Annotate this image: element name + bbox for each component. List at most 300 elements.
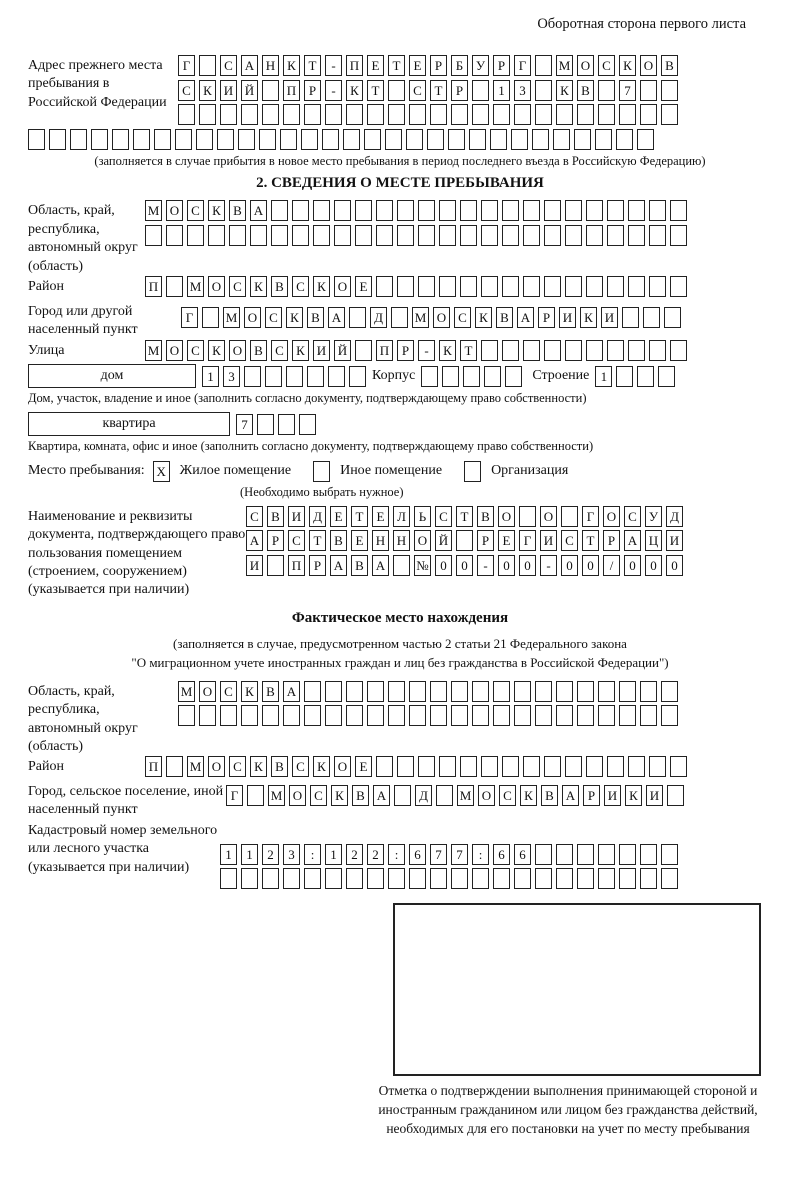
char-box[interactable]: К bbox=[439, 340, 456, 361]
char-box[interactable] bbox=[577, 104, 594, 125]
char-box[interactable] bbox=[388, 705, 405, 726]
char-box[interactable]: О bbox=[244, 307, 261, 328]
char-box[interactable]: М bbox=[457, 785, 474, 806]
char-box[interactable]: Ц bbox=[645, 530, 662, 551]
char-box[interactable]: О bbox=[577, 55, 594, 76]
char-box[interactable] bbox=[502, 340, 519, 361]
char-box[interactable]: 1 bbox=[595, 366, 612, 387]
char-box[interactable] bbox=[661, 80, 678, 101]
char-box[interactable]: П bbox=[376, 340, 393, 361]
char-box[interactable] bbox=[220, 868, 237, 889]
char-box[interactable] bbox=[325, 104, 342, 125]
char-box[interactable] bbox=[430, 705, 447, 726]
char-box[interactable] bbox=[619, 705, 636, 726]
char-box[interactable] bbox=[451, 104, 468, 125]
char-box[interactable]: Н bbox=[393, 530, 410, 551]
char-box[interactable] bbox=[202, 307, 219, 328]
char-box[interactable]: 0 bbox=[582, 555, 599, 576]
char-box[interactable]: 0 bbox=[561, 555, 578, 576]
char-box[interactable] bbox=[166, 276, 183, 297]
char-box[interactable]: А bbox=[246, 530, 263, 551]
char-box[interactable]: № bbox=[414, 555, 431, 576]
char-box[interactable] bbox=[640, 844, 657, 865]
char-box[interactable]: К bbox=[313, 276, 330, 297]
char-box[interactable]: 3 bbox=[514, 80, 531, 101]
char-box[interactable]: И bbox=[601, 307, 618, 328]
char-box[interactable]: В bbox=[477, 506, 494, 527]
char-box[interactable]: 0 bbox=[519, 555, 536, 576]
char-box[interactable] bbox=[670, 276, 687, 297]
char-box[interactable]: П bbox=[283, 80, 300, 101]
char-box[interactable] bbox=[619, 844, 636, 865]
char-box[interactable] bbox=[460, 756, 477, 777]
char-box[interactable] bbox=[397, 200, 414, 221]
char-box[interactable] bbox=[628, 225, 645, 246]
char-box[interactable] bbox=[304, 868, 321, 889]
char-box[interactable]: А bbox=[250, 200, 267, 221]
char-box[interactable] bbox=[556, 681, 573, 702]
char-box[interactable] bbox=[460, 200, 477, 221]
char-box[interactable]: В bbox=[250, 340, 267, 361]
char-box[interactable]: 6 bbox=[493, 844, 510, 865]
char-box[interactable]: 7 bbox=[236, 414, 253, 435]
char-box[interactable]: К bbox=[208, 200, 225, 221]
char-box[interactable]: С bbox=[499, 785, 516, 806]
char-box[interactable] bbox=[367, 868, 384, 889]
char-box[interactable] bbox=[388, 80, 405, 101]
char-box[interactable] bbox=[154, 129, 171, 150]
char-box[interactable] bbox=[304, 681, 321, 702]
char-box[interactable] bbox=[409, 681, 426, 702]
char-box[interactable] bbox=[364, 129, 381, 150]
char-box[interactable]: О bbox=[199, 681, 216, 702]
char-box[interactable] bbox=[544, 756, 561, 777]
char-box[interactable] bbox=[49, 129, 66, 150]
char-box[interactable] bbox=[244, 366, 261, 387]
char-box[interactable] bbox=[484, 366, 501, 387]
char-box[interactable]: - bbox=[418, 340, 435, 361]
char-box[interactable] bbox=[418, 756, 435, 777]
char-box[interactable] bbox=[322, 129, 339, 150]
char-box[interactable]: Р bbox=[397, 340, 414, 361]
char-box[interactable]: А bbox=[373, 785, 390, 806]
char-box[interactable] bbox=[286, 366, 303, 387]
char-box[interactable]: 2 bbox=[262, 844, 279, 865]
char-box[interactable]: С bbox=[229, 756, 246, 777]
char-box[interactable]: О bbox=[603, 506, 620, 527]
char-box[interactable] bbox=[607, 340, 624, 361]
char-box[interactable] bbox=[577, 705, 594, 726]
char-box[interactable] bbox=[391, 307, 408, 328]
char-box[interactable] bbox=[577, 681, 594, 702]
char-box[interactable] bbox=[502, 276, 519, 297]
char-box[interactable] bbox=[577, 868, 594, 889]
char-box[interactable] bbox=[511, 129, 528, 150]
char-box[interactable] bbox=[490, 129, 507, 150]
char-box[interactable]: Т bbox=[582, 530, 599, 551]
char-box[interactable]: О bbox=[334, 756, 351, 777]
char-box[interactable]: И bbox=[313, 340, 330, 361]
char-box[interactable]: А bbox=[517, 307, 534, 328]
char-box[interactable] bbox=[460, 276, 477, 297]
char-box[interactable]: А bbox=[283, 681, 300, 702]
char-box[interactable]: : bbox=[388, 844, 405, 865]
char-box[interactable]: Г bbox=[226, 785, 243, 806]
char-box[interactable] bbox=[346, 868, 363, 889]
char-box[interactable]: 1 bbox=[325, 844, 342, 865]
char-box[interactable] bbox=[472, 868, 489, 889]
char-box[interactable] bbox=[619, 681, 636, 702]
char-box[interactable]: К bbox=[241, 681, 258, 702]
char-box[interactable]: С bbox=[265, 307, 282, 328]
char-box[interactable] bbox=[292, 200, 309, 221]
char-box[interactable] bbox=[328, 366, 345, 387]
char-box[interactable]: У bbox=[472, 55, 489, 76]
char-box[interactable] bbox=[658, 366, 675, 387]
char-box[interactable] bbox=[271, 200, 288, 221]
char-box[interactable]: А bbox=[624, 530, 641, 551]
char-box[interactable]: К bbox=[619, 55, 636, 76]
char-box[interactable]: 1 bbox=[202, 366, 219, 387]
char-box[interactable] bbox=[535, 868, 552, 889]
char-box[interactable] bbox=[649, 756, 666, 777]
char-box[interactable] bbox=[553, 129, 570, 150]
char-box[interactable] bbox=[661, 104, 678, 125]
char-box[interactable]: Р bbox=[538, 307, 555, 328]
char-box[interactable]: П bbox=[346, 55, 363, 76]
char-box[interactable]: О bbox=[166, 340, 183, 361]
char-box[interactable]: Л bbox=[393, 506, 410, 527]
char-box[interactable] bbox=[598, 80, 615, 101]
char-box[interactable]: О bbox=[478, 785, 495, 806]
char-box[interactable]: О bbox=[229, 340, 246, 361]
char-box[interactable]: - bbox=[477, 555, 494, 576]
char-box[interactable]: Е bbox=[330, 506, 347, 527]
char-box[interactable]: П bbox=[288, 555, 305, 576]
char-box[interactable]: С bbox=[435, 506, 452, 527]
char-box[interactable] bbox=[481, 225, 498, 246]
char-box[interactable] bbox=[283, 868, 300, 889]
char-box[interactable] bbox=[241, 104, 258, 125]
char-box[interactable]: О bbox=[166, 200, 183, 221]
char-box[interactable]: С bbox=[246, 506, 263, 527]
char-box[interactable] bbox=[241, 868, 258, 889]
char-box[interactable] bbox=[556, 868, 573, 889]
char-box[interactable] bbox=[565, 276, 582, 297]
char-box[interactable] bbox=[661, 844, 678, 865]
char-box[interactable] bbox=[304, 705, 321, 726]
char-box[interactable]: С bbox=[187, 340, 204, 361]
char-box[interactable] bbox=[493, 681, 510, 702]
char-box[interactable]: И bbox=[646, 785, 663, 806]
char-box[interactable]: С bbox=[220, 681, 237, 702]
char-box[interactable] bbox=[472, 681, 489, 702]
char-box[interactable] bbox=[598, 844, 615, 865]
char-box[interactable] bbox=[574, 129, 591, 150]
char-box[interactable]: Й bbox=[241, 80, 258, 101]
char-box[interactable] bbox=[535, 104, 552, 125]
char-box[interactable] bbox=[388, 868, 405, 889]
char-box[interactable]: - bbox=[325, 55, 342, 76]
char-box[interactable]: М bbox=[187, 756, 204, 777]
char-box[interactable]: Р bbox=[267, 530, 284, 551]
char-box[interactable] bbox=[514, 868, 531, 889]
char-box[interactable] bbox=[649, 276, 666, 297]
char-box[interactable]: С bbox=[624, 506, 641, 527]
char-box[interactable]: Р bbox=[304, 80, 321, 101]
char-box[interactable]: Г bbox=[181, 307, 198, 328]
char-box[interactable] bbox=[667, 785, 684, 806]
char-box[interactable] bbox=[535, 80, 552, 101]
char-box[interactable] bbox=[481, 756, 498, 777]
char-box[interactable]: Й bbox=[435, 530, 452, 551]
char-box[interactable] bbox=[199, 104, 216, 125]
char-box[interactable] bbox=[535, 844, 552, 865]
char-box[interactable] bbox=[505, 366, 522, 387]
char-box[interactable]: С bbox=[292, 276, 309, 297]
char-box[interactable] bbox=[607, 756, 624, 777]
char-box[interactable] bbox=[262, 104, 279, 125]
char-box[interactable] bbox=[325, 868, 342, 889]
char-box[interactable] bbox=[397, 225, 414, 246]
char-box[interactable]: 0 bbox=[456, 555, 473, 576]
char-box[interactable]: К bbox=[313, 756, 330, 777]
char-box[interactable] bbox=[267, 555, 284, 576]
char-box[interactable] bbox=[421, 366, 438, 387]
char-box[interactable]: 0 bbox=[666, 555, 683, 576]
char-box[interactable] bbox=[304, 104, 321, 125]
char-box[interactable] bbox=[178, 705, 195, 726]
char-box[interactable] bbox=[649, 225, 666, 246]
char-box[interactable] bbox=[70, 129, 87, 150]
char-box[interactable] bbox=[299, 414, 316, 435]
char-box[interactable]: 0 bbox=[645, 555, 662, 576]
char-box[interactable]: Р bbox=[583, 785, 600, 806]
char-box[interactable] bbox=[637, 366, 654, 387]
char-box[interactable]: 7 bbox=[430, 844, 447, 865]
char-box[interactable]: 0 bbox=[624, 555, 641, 576]
char-box[interactable] bbox=[577, 844, 594, 865]
char-box[interactable]: К bbox=[331, 785, 348, 806]
char-box[interactable]: С bbox=[561, 530, 578, 551]
char-box[interactable] bbox=[355, 225, 372, 246]
char-box[interactable] bbox=[661, 705, 678, 726]
char-box[interactable] bbox=[262, 705, 279, 726]
char-box[interactable] bbox=[514, 681, 531, 702]
char-box[interactable]: М bbox=[556, 55, 573, 76]
char-box[interactable]: 2 bbox=[367, 844, 384, 865]
char-box[interactable] bbox=[619, 868, 636, 889]
char-box[interactable]: С bbox=[454, 307, 471, 328]
char-box[interactable] bbox=[292, 225, 309, 246]
char-box[interactable] bbox=[409, 868, 426, 889]
char-box[interactable] bbox=[469, 129, 486, 150]
char-box[interactable]: К bbox=[250, 276, 267, 297]
char-box[interactable] bbox=[598, 705, 615, 726]
char-box[interactable] bbox=[250, 225, 267, 246]
char-box[interactable] bbox=[346, 705, 363, 726]
char-box[interactable] bbox=[442, 366, 459, 387]
char-box[interactable]: Е bbox=[498, 530, 515, 551]
char-box[interactable] bbox=[481, 340, 498, 361]
char-box[interactable]: В bbox=[307, 307, 324, 328]
char-box[interactable] bbox=[397, 276, 414, 297]
char-box[interactable] bbox=[535, 681, 552, 702]
char-box[interactable]: П bbox=[145, 756, 162, 777]
char-box[interactable] bbox=[367, 104, 384, 125]
char-box[interactable] bbox=[325, 705, 342, 726]
char-box[interactable]: М bbox=[145, 340, 162, 361]
char-box[interactable] bbox=[561, 506, 578, 527]
char-box[interactable] bbox=[664, 307, 681, 328]
char-box[interactable]: В bbox=[229, 200, 246, 221]
char-box[interactable]: 0 bbox=[498, 555, 515, 576]
char-box[interactable] bbox=[133, 129, 150, 150]
char-box[interactable]: Й bbox=[334, 340, 351, 361]
char-box[interactable]: У bbox=[645, 506, 662, 527]
char-box[interactable]: Е bbox=[409, 55, 426, 76]
char-box[interactable] bbox=[271, 225, 288, 246]
char-box[interactable]: О bbox=[289, 785, 306, 806]
char-box[interactable] bbox=[472, 705, 489, 726]
char-box[interactable] bbox=[464, 461, 481, 482]
char-box[interactable]: Т bbox=[367, 80, 384, 101]
char-box[interactable] bbox=[472, 104, 489, 125]
char-box[interactable]: Д bbox=[666, 506, 683, 527]
char-box[interactable] bbox=[208, 225, 225, 246]
char-box[interactable] bbox=[325, 681, 342, 702]
char-box[interactable] bbox=[430, 868, 447, 889]
char-box[interactable] bbox=[616, 129, 633, 150]
char-box[interactable] bbox=[187, 225, 204, 246]
char-box[interactable] bbox=[265, 366, 282, 387]
char-box[interactable]: В bbox=[330, 530, 347, 551]
char-box[interactable]: С bbox=[409, 80, 426, 101]
char-box[interactable] bbox=[544, 225, 561, 246]
char-box[interactable] bbox=[220, 104, 237, 125]
char-box[interactable]: В bbox=[496, 307, 513, 328]
char-box[interactable] bbox=[388, 681, 405, 702]
char-box[interactable]: 0 bbox=[435, 555, 452, 576]
char-box[interactable] bbox=[334, 225, 351, 246]
char-box[interactable] bbox=[376, 225, 393, 246]
char-box[interactable] bbox=[670, 200, 687, 221]
char-box[interactable] bbox=[283, 705, 300, 726]
char-box[interactable]: К bbox=[556, 80, 573, 101]
char-box[interactable]: И bbox=[540, 530, 557, 551]
char-box[interactable]: С bbox=[310, 785, 327, 806]
char-box[interactable] bbox=[661, 868, 678, 889]
char-box[interactable]: С bbox=[271, 340, 288, 361]
char-box[interactable]: В bbox=[267, 506, 284, 527]
char-box[interactable]: Г bbox=[519, 530, 536, 551]
char-box[interactable] bbox=[376, 276, 393, 297]
char-box[interactable] bbox=[334, 200, 351, 221]
char-box[interactable] bbox=[523, 200, 540, 221]
char-box[interactable] bbox=[622, 307, 639, 328]
char-box[interactable]: Т bbox=[460, 340, 477, 361]
char-box[interactable]: К bbox=[580, 307, 597, 328]
char-box[interactable]: В bbox=[541, 785, 558, 806]
char-box[interactable]: Г bbox=[514, 55, 531, 76]
char-box[interactable]: П bbox=[145, 276, 162, 297]
char-box[interactable] bbox=[544, 276, 561, 297]
char-box[interactable]: 3 bbox=[283, 844, 300, 865]
char-box[interactable]: С bbox=[598, 55, 615, 76]
char-box[interactable]: О bbox=[498, 506, 515, 527]
stay-option-other-checkbox[interactable] bbox=[313, 461, 330, 482]
char-box[interactable] bbox=[376, 756, 393, 777]
char-box[interactable] bbox=[556, 104, 573, 125]
char-box[interactable] bbox=[301, 129, 318, 150]
char-box[interactable] bbox=[166, 756, 183, 777]
char-box[interactable] bbox=[523, 340, 540, 361]
char-box[interactable]: К bbox=[346, 80, 363, 101]
char-box[interactable]: И bbox=[288, 506, 305, 527]
char-box[interactable] bbox=[586, 200, 603, 221]
char-box[interactable] bbox=[628, 756, 645, 777]
char-box[interactable]: И bbox=[246, 555, 263, 576]
char-box[interactable] bbox=[451, 705, 468, 726]
char-box[interactable]: М bbox=[268, 785, 285, 806]
char-box[interactable]: М bbox=[187, 276, 204, 297]
char-box[interactable] bbox=[346, 681, 363, 702]
char-box[interactable] bbox=[640, 80, 657, 101]
char-box[interactable] bbox=[595, 129, 612, 150]
char-box[interactable] bbox=[502, 756, 519, 777]
char-box[interactable] bbox=[640, 681, 657, 702]
char-box[interactable] bbox=[394, 785, 411, 806]
char-box[interactable] bbox=[238, 129, 255, 150]
char-box[interactable]: В bbox=[661, 55, 678, 76]
char-box[interactable] bbox=[241, 705, 258, 726]
char-box[interactable] bbox=[262, 868, 279, 889]
char-box[interactable]: О bbox=[208, 756, 225, 777]
char-box[interactable]: Р bbox=[477, 530, 494, 551]
char-box[interactable] bbox=[262, 80, 279, 101]
char-box[interactable] bbox=[514, 104, 531, 125]
char-box[interactable]: Н bbox=[372, 530, 389, 551]
char-box[interactable] bbox=[460, 225, 477, 246]
char-box[interactable]: М bbox=[412, 307, 429, 328]
char-box[interactable]: Т bbox=[351, 506, 368, 527]
char-box[interactable]: 1 bbox=[241, 844, 258, 865]
char-box[interactable]: А bbox=[241, 55, 258, 76]
char-box[interactable] bbox=[456, 530, 473, 551]
char-box[interactable]: И bbox=[220, 80, 237, 101]
stay-option-residential-checkbox[interactable] bbox=[153, 461, 170, 482]
char-box[interactable]: - bbox=[325, 80, 342, 101]
char-box[interactable] bbox=[283, 104, 300, 125]
char-box[interactable] bbox=[598, 104, 615, 125]
char-box[interactable]: В bbox=[351, 555, 368, 576]
char-box[interactable]: К bbox=[199, 80, 216, 101]
char-box[interactable] bbox=[349, 366, 366, 387]
char-box[interactable]: А bbox=[562, 785, 579, 806]
char-box[interactable] bbox=[607, 276, 624, 297]
char-box[interactable]: Т bbox=[456, 506, 473, 527]
char-box[interactable] bbox=[451, 868, 468, 889]
char-box[interactable]: Г bbox=[582, 506, 599, 527]
char-box[interactable] bbox=[355, 200, 372, 221]
char-box[interactable]: Р bbox=[603, 530, 620, 551]
char-box[interactable] bbox=[397, 756, 414, 777]
char-box[interactable]: Е bbox=[355, 276, 372, 297]
char-box[interactable] bbox=[670, 340, 687, 361]
char-box[interactable]: Д bbox=[415, 785, 432, 806]
char-box[interactable] bbox=[28, 129, 45, 150]
char-box[interactable] bbox=[565, 340, 582, 361]
